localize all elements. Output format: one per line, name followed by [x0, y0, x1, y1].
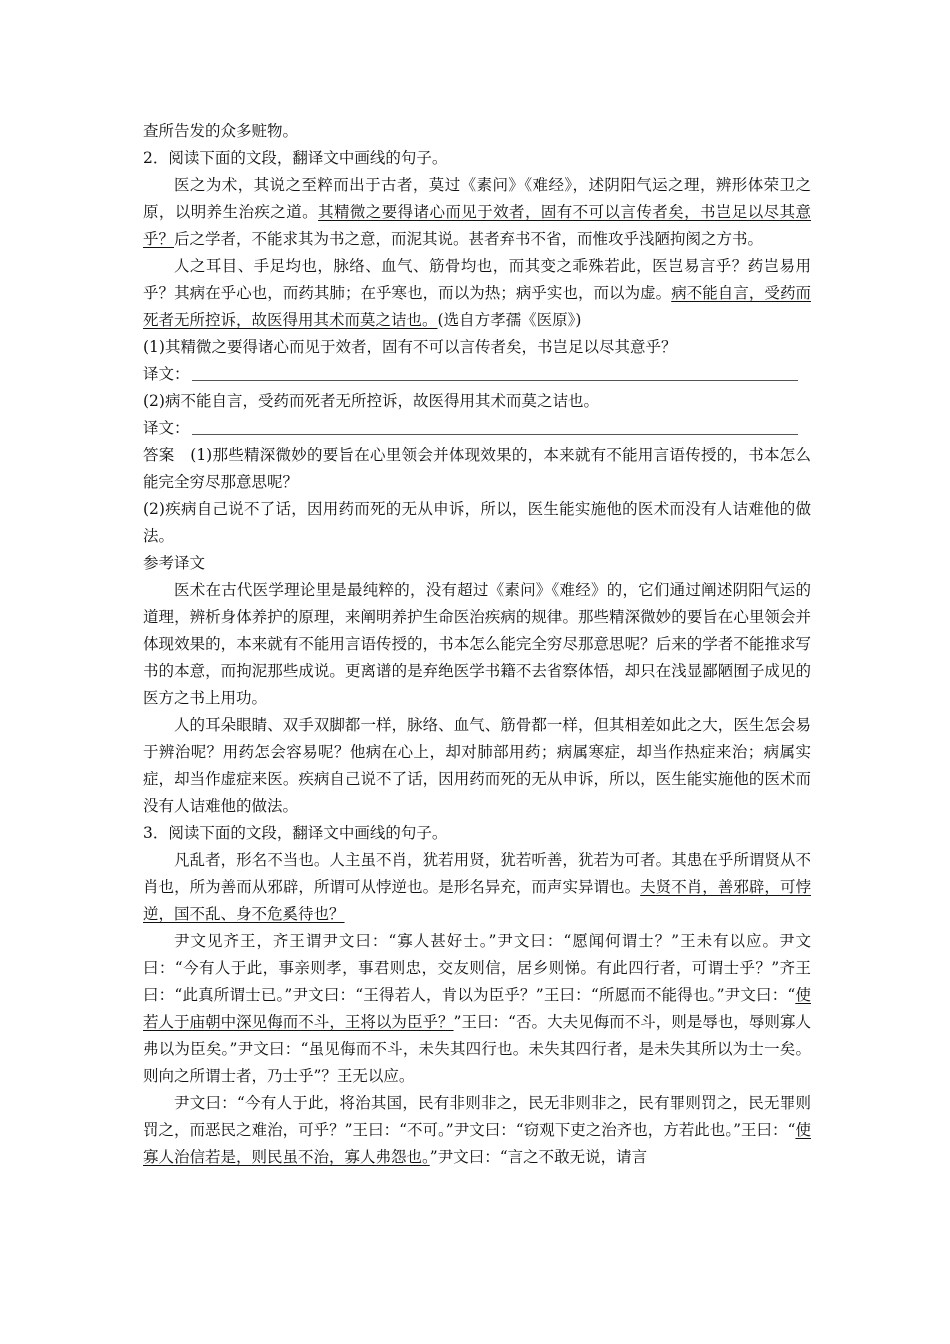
translation-row-2: [143, 415, 811, 442]
underlined-sentence-2: 使若人于庙朝中深见侮而不斗，王将以为臣乎？: [143, 986, 811, 1031]
answer-blank-line-1[interactable]: [192, 379, 798, 381]
reference-translation-paragraph-2: 人的耳朵眼睛、双手双脚都一样，脉络、血气、筋骨都一样，但其相差如此之大，医生怎会易于辨治呢？用药怎会容易呢？他病在心上，却对肺部用药；病属寒症，却当作热症来治；病属实症，却当作虚症来医。疾病自己说不了话，因用药而死的无从申诉，所以，医生能实施他的医术而没有人诘难他的做法。: [143, 716, 811, 815]
question-2-heading: 2．阅读下面的文段，翻译文中画线的句子。: [143, 149, 448, 167]
underlined-sentence-2: 病不能自言，受药而死者无所控诉，故医得用其术而莫之诘也。: [143, 284, 811, 329]
passage-text: ”王曰：“否。大夫见侮而不斗，则是辱也，辱则寡人弗以为臣矣。”尹文曰：“虽见侮而不斗，未失其四行也。未失其四行者，是未失其所以为士一矣。则向之所谓士者，乃士乎”？王无以应。: [143, 1013, 811, 1085]
carry-over-text: 查所告发的众多赃物。: [143, 122, 299, 140]
answer-blank-line-2[interactable]: [192, 433, 798, 435]
passage-text: 后之学者，不能求其为书之意，而泥其说。甚者弃书不省，而惟攻乎浅陋拘阂之方书。: [174, 230, 764, 248]
translation-label: 译文：: [143, 419, 190, 437]
underlined-sentence-3: 使寡人治信若是，则民虽不治，寡人弗怨也。: [143, 1121, 811, 1166]
reference-translation-heading: 参考译文: [143, 554, 206, 572]
q2-passage-paragraph-2: [143, 253, 811, 334]
q3-passage-paragraph-1: [143, 847, 811, 928]
passage-text: ”尹文曰：“言之不敢无说，请言: [429, 1148, 648, 1166]
source-citation: (选自方孝孺《医原》): [437, 311, 582, 329]
document-page: [143, 118, 811, 1171]
reference-translation-paragraph-1: 医术在古代医学理论里是最纯粹的，没有超过《素问》《难经》的，它们通过阐述阴阳气运的道理，辨析身体养护的原理，来阐明养护生命医治疾病的规律。那些精深微妙的要旨在心里领会并体现效果的，本来就有不能用言语传授的，书本怎么能完全穷尽那意思呢？后来的学者不能推求写书的本意，而拘泥那些成说。更离谱的是弃绝医学书籍不去省察体悟，却只在浅显鄙陋囿子成见的医方之书上用功。: [143, 581, 811, 707]
underlined-sentence-1: 夫贤不肖，善邪辟，可悖逆，国不乱、身不危奚待也？: [143, 878, 811, 923]
q3-passage-paragraph-3: [143, 1090, 811, 1171]
passage-text: 医之为术，其说之至粹而出于古者，莫过《素问》《难经》，述阴阳气运之理，辨形体荣卫之原，以明养生治疾之道。: [143, 176, 811, 221]
q2-passage-paragraph-1: [143, 172, 811, 253]
q2-item-1: (1)其精微之要得诸心而见于效者，固有不可以言传者矣，书岂足以尽其意乎？: [143, 338, 677, 356]
question-3-heading: 3．阅读下面的文段，翻译文中画线的句子。: [143, 824, 448, 842]
passage-text: 尹文见齐王，齐王谓尹文曰：“寡人甚好士。”尹文曰：“愿闻何谓士？”王未有以应。尹文曰：“今有人于此，事亲则孝，事君则忠，交友则信，居乡则悌。有此四行者，可谓士乎？”齐王曰：“此真所谓士已。”尹文曰：“王得若人，肯以为臣乎？”王曰：“所愿而不能得也。”尹文曰：“: [143, 932, 811, 1004]
passage-text: 尹文曰：“今有人于此，将治其国，民有非则非之，民无非则非之，民有罪则罚之，民无罪则罚之，而恶民之难治，可乎？”王曰：“不可。”尹文曰：“窃观下吏之治齐也，方若此也。”王曰：“: [143, 1094, 811, 1139]
passage-text: 凡乱者，形名不当也。人主虽不肖，犹若用贤，犹若听善，犹若为可者。其患在乎所谓贤从不肖也，所为善而从邪辟，所谓可从悖逆也。是形名异充，而声实异谓也。: [143, 851, 811, 896]
translation-label: 译文：: [143, 365, 190, 383]
translation-row-1: [143, 361, 811, 388]
passage-text: 人之耳目、手足均也，脉络、血气、筋骨均也，而其变之乖殊若此，医岂易言乎？药岂易用乎？其病在乎心也，而药其肺；在乎寒也，而以为热；病乎实也，而以为虚。: [143, 257, 811, 302]
answer-2: (2)疾病自己说不了话，因用药而死的无从申诉，所以，医生能实施他的医术而没有人诘难他的做法。: [143, 500, 811, 545]
q3-passage-paragraph-2: [143, 928, 811, 1090]
underlined-sentence-1: 其精微之要得诸心而见于效者，固有不可以言传者矣，书岂足以尽其意乎？: [143, 203, 811, 248]
q2-item-2: (2)病不能自言，受药而死者无所控诉，故医得用其术而莫之诘也。: [143, 392, 599, 410]
answer-1: 答案 (1)那些精深微妙的要旨在心里领会并体现效果的，本来就有不能用言语传授的，书本怎么能完全穷尽那意思呢？: [143, 446, 811, 491]
